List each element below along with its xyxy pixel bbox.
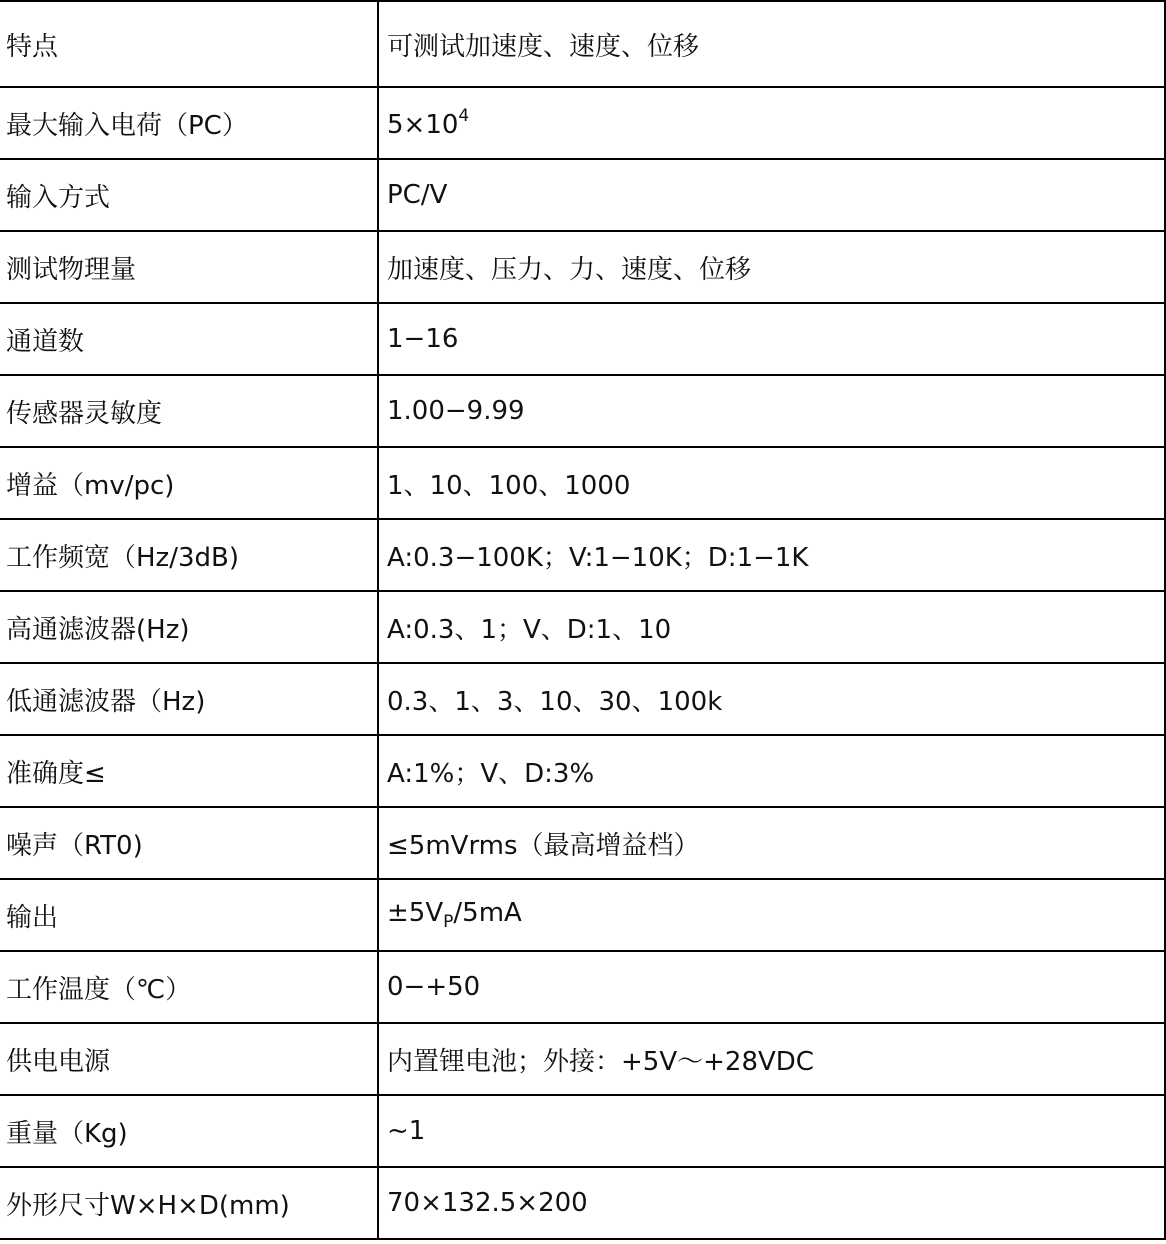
spec-label: 高通滤波器(Hz): [0, 591, 378, 663]
spec-value-subscript: P: [443, 912, 454, 932]
table-row: [0, 663, 1165, 735]
table-row: [0, 519, 1165, 591]
spec-value: ~1: [378, 1095, 1165, 1167]
spec-value: 1、10、100、1000: [378, 447, 1165, 519]
spec-label: 重量（Kg): [0, 1095, 378, 1167]
table-row: [0, 231, 1165, 303]
table-row: [0, 807, 1165, 879]
spec-label: 测试物理量: [0, 231, 378, 303]
spec-value: A:1%；V、D:3%: [378, 735, 1165, 807]
spec-label: 低通滤波器（Hz): [0, 663, 378, 735]
table-row: [0, 591, 1165, 663]
table-row: [0, 303, 1165, 375]
spec-label: 噪声（RT0): [0, 807, 378, 879]
spec-value-pre: ±5V: [387, 898, 444, 928]
table-row: [0, 1167, 1165, 1239]
spec-label: 输入方式: [0, 159, 378, 231]
table-row: [0, 1095, 1165, 1167]
spec-label: 外形尺寸W×H×D(mm): [0, 1167, 378, 1239]
table-row: [0, 735, 1165, 807]
spec-label: 工作温度（℃）: [0, 951, 378, 1023]
spec-value-post: /5mA: [453, 898, 522, 928]
spec-value: [378, 87, 1165, 159]
spec-value: PC/V: [378, 159, 1165, 231]
table-row: [0, 879, 1165, 951]
spec-label: 特点: [0, 1, 378, 87]
spec-value: ≤5mVrms（最高增益档）: [378, 807, 1165, 879]
spec-value: 加速度、压力、力、速度、位移: [378, 231, 1165, 303]
spec-label: 供电电源: [0, 1023, 378, 1095]
spec-label: 最大输入电荷（PC）: [0, 87, 378, 159]
spec-value: 0.3、1、3、10、30、100k: [378, 663, 1165, 735]
spec-value: A:0.3−100K；V:1−10K；D:1−1K: [378, 519, 1165, 591]
spec-label: 工作频宽（Hz/3dB): [0, 519, 378, 591]
spec-value: A:0.3、1；V、D:1、10: [378, 591, 1165, 663]
table-row: [0, 447, 1165, 519]
spec-label: 通道数: [0, 303, 378, 375]
spec-value-exponent: 4: [458, 106, 470, 126]
spec-label: 准确度≤: [0, 735, 378, 807]
spec-value: 1−16: [378, 303, 1165, 375]
spec-value: 可测试加速度、速度、位移: [378, 1, 1165, 87]
spec-value: 1.00−9.99: [378, 375, 1165, 447]
spec-label: 传感器灵敏度: [0, 375, 378, 447]
spec-value: [378, 879, 1165, 951]
table-row: [0, 375, 1165, 447]
table-row: [0, 1023, 1165, 1095]
spec-value: 内置锂电池；外接：+5V～+28VDC: [378, 1023, 1165, 1095]
spec-value-base: 5×10: [387, 110, 459, 140]
table-row: [0, 159, 1165, 231]
spec-value: 0−+50: [378, 951, 1165, 1023]
spec-label: 增益（mv/pc): [0, 447, 378, 519]
table-row: [0, 1, 1165, 87]
spec-label: 输出: [0, 879, 378, 951]
table-row: [0, 951, 1165, 1023]
spec-value: 70×132.5×200: [378, 1167, 1165, 1239]
table-row: [0, 87, 1165, 159]
